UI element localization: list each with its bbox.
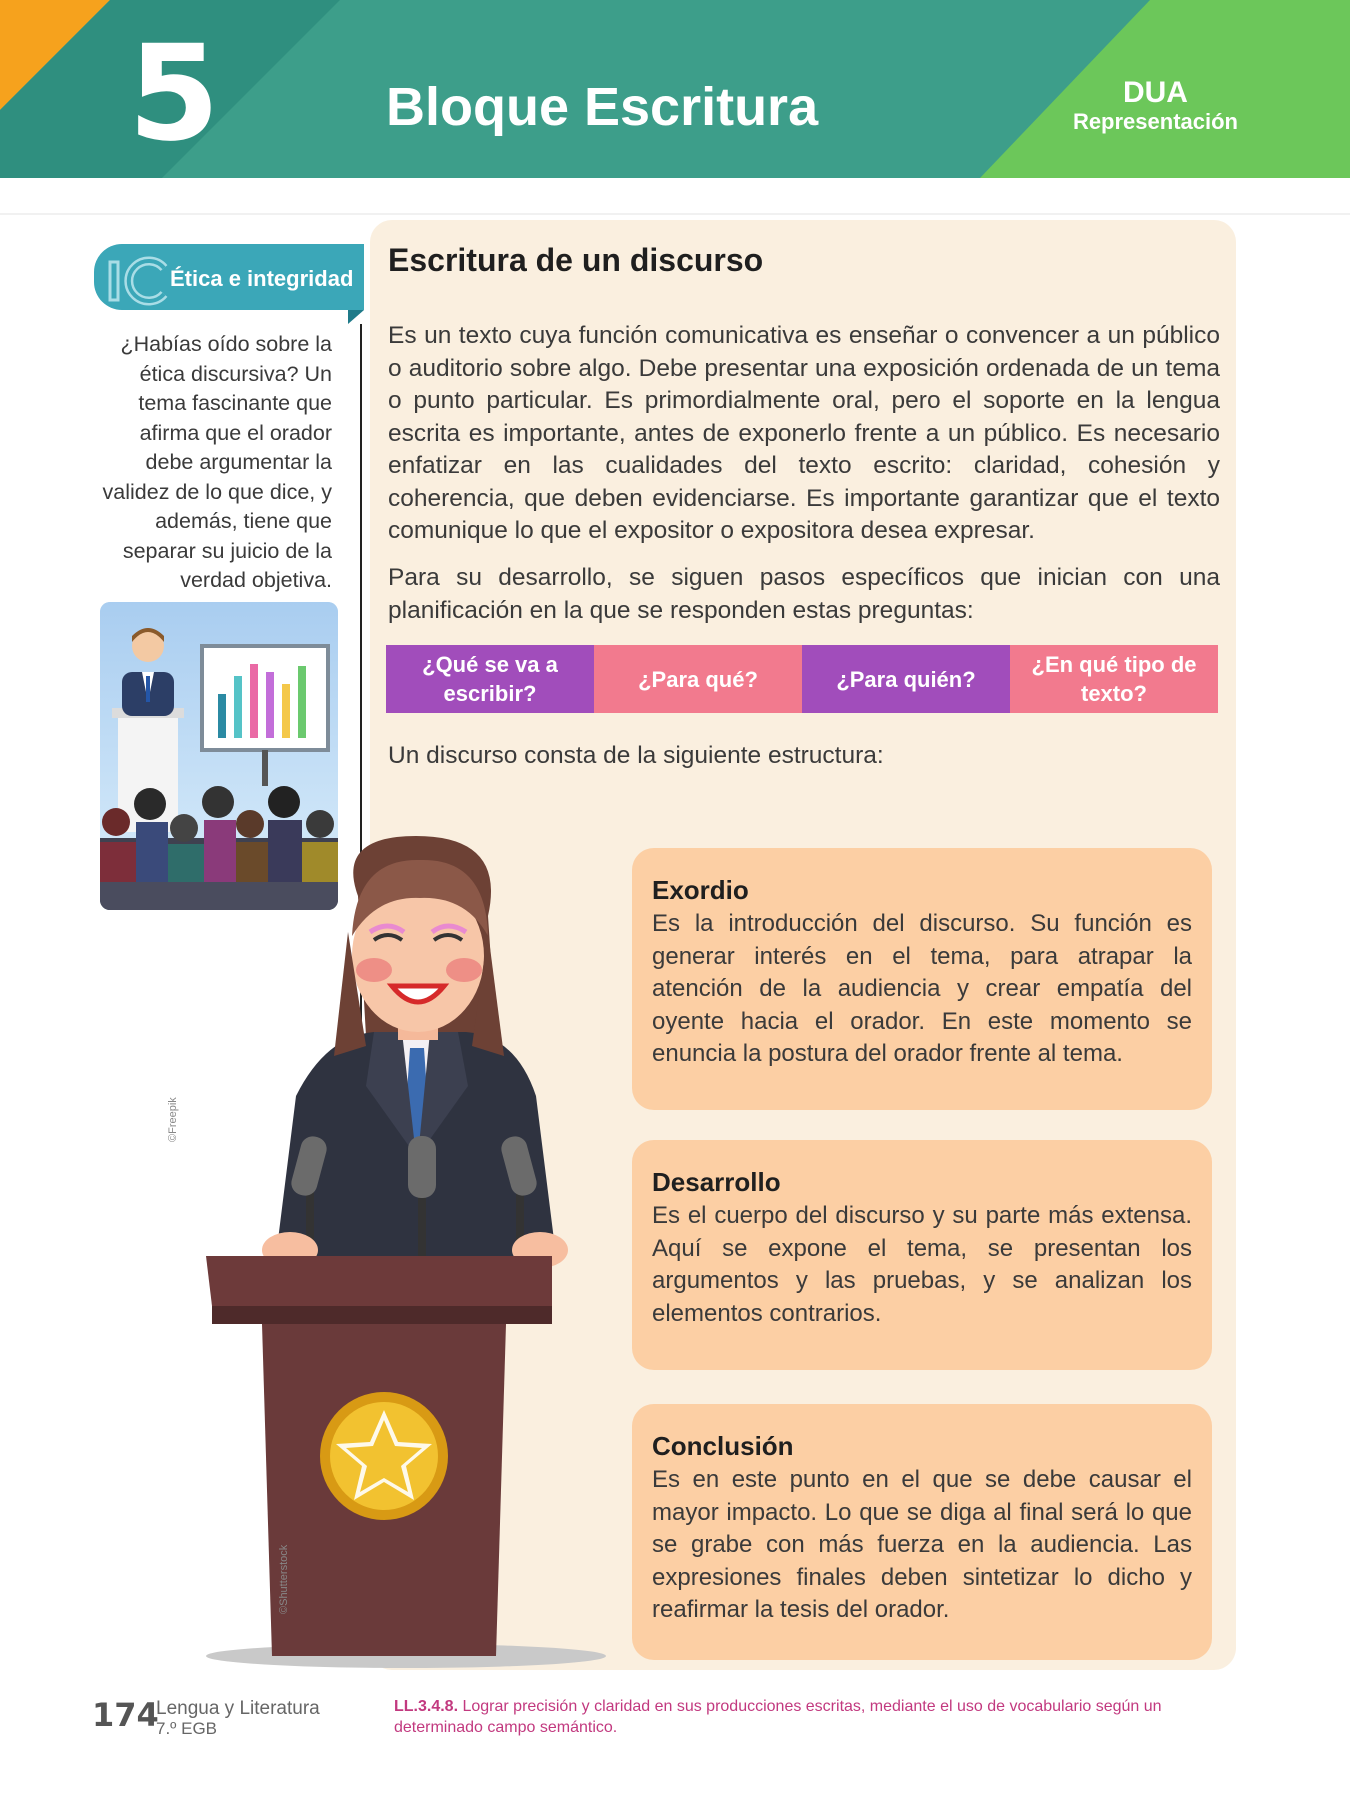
question-cell: ¿Para qué? <box>594 645 802 713</box>
card-text: Es el cuerpo del discurso y su parte más extensa. Aquí se expone el tema, se presentan los argumentos y las pruebas, y se analizan los elementos contrarios. <box>652 1202 1192 1327</box>
header-divider <box>0 213 1350 215</box>
intro-paragraph: Es un texto cuya función comunicativa es enseñar o convencer a un público o auditorio sobre algo. Debe presentar una exposición ordenada de un tema o punto particular. Es primordialmente oral, pero el soporte en la lengua escrita es importante, antes de exponerlo frente a un público. Es necesario enfatizar en las cualidades del texto escrito: claridad, cohesión y coherencia, que deben evidenciarse. Es importante garantizar que el texto comunique lo que el expositor o expositora desea expresar. <box>388 322 1220 544</box>
page-number: 174 <box>92 1696 159 1734</box>
question-cell: ¿En qué tipo de texto? <box>1010 645 1218 713</box>
tab-fold <box>348 310 364 324</box>
unit-number: 5 <box>128 17 220 171</box>
structure-card-conclusion <box>632 1404 1212 1660</box>
card-title: Conclusión <box>652 1431 794 1461</box>
dua-title: DUA <box>1122 76 1188 109</box>
card-text: Es en este punto en el que se debe causar el mayor impacto. Lo que se diga al final será lo que se grabe con más fuerza en la audiencia. Las expresiones finales deben sintetizar lo dicho y reafirmar la tesis del orador. <box>652 1466 1192 1623</box>
ethics-tab <box>94 244 364 310</box>
card-text: Es la introducción del discurso. Su función es generar interés en el tema, para atrapar la atención de la audiencia y crear empatía del oyente hacia el orador. En este momento se enuncia la postura del orador frente al tema. <box>652 910 1192 1067</box>
planning-questions <box>386 645 1218 713</box>
ic-logo-icon <box>106 256 170 306</box>
speaker-at-podium <box>206 836 632 1670</box>
structure-card-desarrollo <box>632 1140 1212 1370</box>
ethics-text: ¿Habías oído sobre la ética discursiva? Un tema fascinante que afirma que el orador debe argumentar la validez de lo que dice, y además, tiene que separar su juicio de la verdad objetiva. <box>102 332 332 592</box>
speaker-illustration <box>206 836 632 1670</box>
card-title: Exordio <box>652 875 749 905</box>
section-title: Escritura de un discurso <box>388 242 764 278</box>
question-cell: ¿Qué se va a escribir? <box>386 645 594 713</box>
question-cell: ¿Para quién? <box>802 645 1010 713</box>
image-credit: ©Freepik <box>167 1097 179 1142</box>
planning-paragraph: Para su desarrollo, se siguen pasos específicos que inician con una planificación en la que se responden estas preguntas: <box>388 564 1220 624</box>
block-title: Bloque Escritura <box>386 77 819 137</box>
standard-text: Lograr precisión y claridad en sus producciones escritas, mediante el uso de vocabulario según un determinado campo semántico. <box>394 1698 1162 1736</box>
subject-name: Lengua y Literatura <box>156 1698 320 1719</box>
standard-code: LL.3.4.8. <box>394 1698 459 1715</box>
ethics-tab-label: Ética e integridad <box>170 266 354 291</box>
structure-card-exordio <box>632 848 1212 1110</box>
dua-subtitle: Representación <box>1072 109 1238 134</box>
illustration-credit: ©Shutterstock <box>278 1544 290 1614</box>
learning-standard <box>394 1696 1194 1738</box>
structure-intro: Un discurso consta de la siguiente estructura: <box>388 742 884 769</box>
header-banner <box>0 0 1350 178</box>
card-title: Desarrollo <box>652 1167 781 1197</box>
dua-label <box>1073 76 1238 135</box>
grade-level: 7.º EGB <box>156 1719 218 1738</box>
